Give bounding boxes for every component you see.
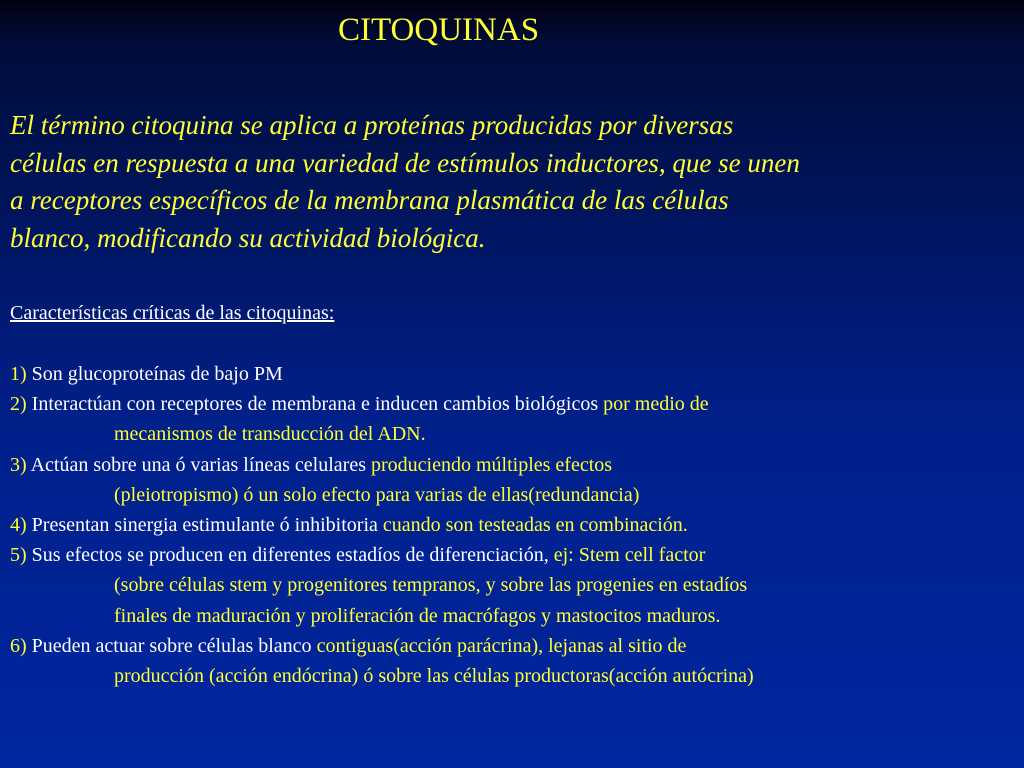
item-highlight: produciendo múltiples efectos bbox=[371, 453, 613, 476]
item-highlight: cuando son testeadas en combinación. bbox=[382, 514, 688, 537]
item-number: 1) bbox=[10, 363, 27, 385]
list-item bbox=[10, 389, 1020, 449]
list-item-line bbox=[10, 450, 1020, 480]
item-number: 2) bbox=[10, 393, 27, 416]
definition-line: blanco, modificando su actividad biológica. bbox=[10, 222, 486, 253]
list-item bbox=[10, 510, 1020, 540]
item-text: Actúan sobre una ó varias líneas celulares bbox=[26, 453, 371, 476]
item-continuation: finales de maduración y proliferación de macrófagos y mastocitos maduros. bbox=[114, 604, 721, 627]
characteristics-list bbox=[10, 359, 1020, 691]
item-number: 4) bbox=[10, 514, 27, 537]
item-continuation: (pleiotropismo) ó un solo efecto para varias de ellas(redundancia) bbox=[114, 483, 640, 506]
list-item-line bbox=[10, 540, 1020, 570]
list-item bbox=[10, 540, 1020, 631]
item-text: Pueden actuar sobre células blanco bbox=[26, 634, 317, 657]
item-continuation: mecanismos de transducción del ADN. bbox=[114, 423, 426, 446]
item-number: 5) bbox=[10, 544, 27, 567]
list-item bbox=[10, 631, 1020, 691]
item-number: 6) bbox=[10, 634, 27, 657]
item-text: Presentan sinergia estimulante ó inhibitoria bbox=[26, 514, 383, 537]
definition-paragraph bbox=[10, 107, 1020, 257]
item-highlight: por medio de bbox=[603, 393, 709, 416]
item-text: Son glucoproteínas de bajo PM bbox=[26, 363, 283, 385]
list-item-line bbox=[10, 359, 1020, 389]
item-highlight: ej: Stem cell factor bbox=[553, 544, 706, 567]
list-item-line bbox=[10, 389, 1020, 419]
slide-title: CITOQUINAS bbox=[338, 12, 540, 48]
item-number: 3) bbox=[10, 453, 27, 476]
item-text: Interactúan con receptores de membrana e inducen cambios biológicos bbox=[26, 393, 604, 416]
definition-line: células en respuesta a una variedad de estímulos inductores, que se unen bbox=[10, 147, 800, 178]
section-subtitle: Características críticas de las citoquinas: bbox=[10, 302, 335, 324]
definition-line: El término citoquina se aplica a proteínas producidas por diversas bbox=[10, 110, 734, 140]
item-highlight: contiguas(acción parácrina), lejanas al sitio de bbox=[316, 634, 687, 657]
list-item bbox=[10, 450, 1020, 510]
list-item bbox=[10, 359, 1020, 389]
item-continuation: producción (acción endócrina) ó sobre las células productoras(acción autócrina) bbox=[114, 665, 754, 688]
item-continuation: (sobre células stem y progenitores tempranos, y sobre las progenies en estadíos bbox=[114, 574, 748, 597]
list-item-line bbox=[10, 631, 1020, 661]
definition-line: a receptores específicos de la membrana plasmática de las células bbox=[10, 185, 729, 215]
item-text: Sus efectos se producen en diferentes estadíos de diferenciación, bbox=[26, 544, 554, 567]
list-item-line bbox=[10, 510, 1020, 540]
